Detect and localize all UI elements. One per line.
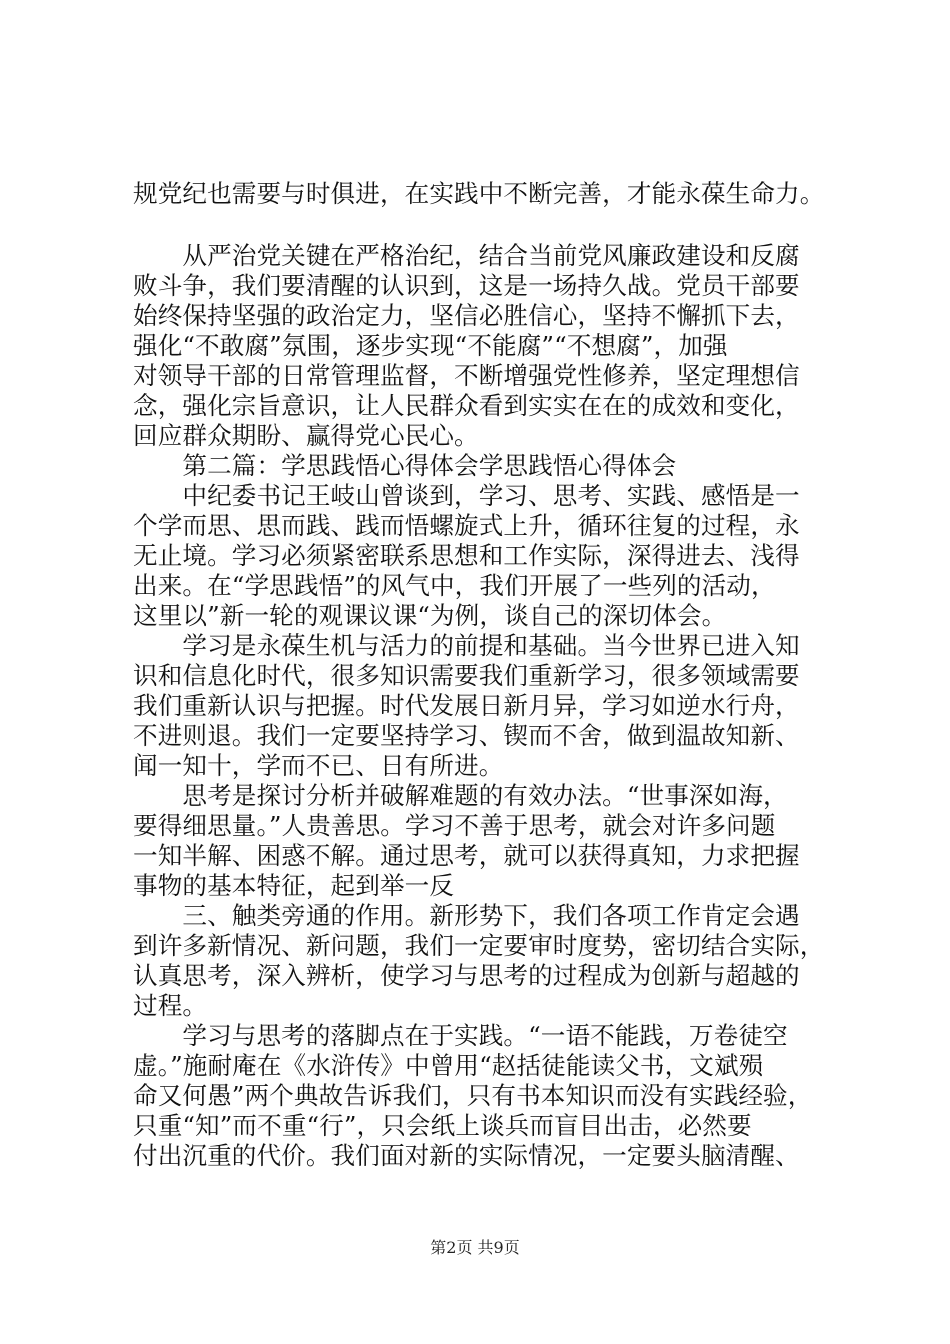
text-line: 个学而思、思而践、践而悟螺旋式上升，循环往复的过程，永 [133,511,800,540]
text-line: 不进则退。我们一定要坚持学习、锲而不舍，做到温故知新、 [133,721,800,750]
text-line: 强化“不敢腐”氛围，逐步实现“不能腐”“不想腐”，加强 [133,331,728,360]
text-line: 虚。”施耐庵在《水浒传》中曾用“赵括徒能读父书，文斌殒 [133,1051,764,1080]
section-heading: 第二篇：学思践悟心得体会学思践悟心得体会 [133,451,677,480]
text-line: 从严治党关键在严格治纪，结合当前党风廉政建设和反腐 [133,241,800,270]
text-line: 中纪委书记王岐山曾谈到，学习、思考、实践、感悟是一 [133,481,800,510]
text-line: 三、触类旁通的作用。新形势下，我们各项工作肯定会遇 [133,901,800,930]
text-line: 一知半解、困惑不解。通过思考，就可以获得真知，力求把握 [133,841,800,870]
text-line: 学习与思考的落脚点在于实践。“一语不能践，万卷徒空 [133,1021,788,1050]
text-line: 这里以”新一轮的观课议课“为例，谈自己的深切体会。 [133,601,727,630]
text-line: 出来。在“学思践悟”的风气中，我们开展了一些列的活动， [133,571,776,600]
text-line: 过程。 [133,991,208,1020]
text-line: 始终保持坚强的政治定力，坚信必胜信心，坚持不懈抓下去， [133,301,800,330]
page-number-footer: 第2页 共9页 [430,1238,520,1257]
text-line: 认真思考，深入辨析，使学习与思考的过程成为创新与超越的 [133,961,800,990]
text-line: 对领导干部的日常管理监督，不断增强党性修养，坚定理想信 [133,361,800,390]
text-line: 规党纪也需要与时俱进，在实践中不断完善，才能永葆生命力。 [133,179,825,208]
text-line: 付出沉重的代价。我们面对新的实际情况，一定要头脑清醒、 [133,1141,800,1170]
text-line: 我们重新认识与把握。时代发展日新月异，学习如逆水行舟， [133,691,800,720]
text-line: 无止境。学习必须紧密联系思想和工作实际，深得进去、浅得 [133,541,800,570]
text-line: 闻一知十，学而不已、日有所进。 [133,751,504,780]
text-line: 学习是永葆生机与活力的前提和基础。当今世界已进入知 [133,631,800,660]
text-line: 要得细思量。”人贵善思。学习不善于思考，就会对许多问题 [133,811,776,840]
text-line: 只重“知”而不重“行”，只会纸上谈兵而盲目出击，必然要 [133,1111,752,1140]
text-line: 回应群众期盼、赢得党心民心。 [133,421,479,450]
text-line: 事物的基本特征，起到举一反 [133,871,455,900]
text-line: 到许多新情况、新问题，我们一定要审时度势，密切结合实际， [133,931,825,960]
text-line: 念，强化宗旨意识，让人民群众看到实实在在的成效和变化， [133,391,800,420]
text-line: 识和信息化时代，很多知识需要我们重新学习，很多领域需要 [133,661,800,690]
text-line: 败斗争，我们要清醒的认识到，这是一场持久战。党员干部要 [133,271,800,300]
text-line: 思考是探讨分析并破解难题的有效办法。“世事深如海， [133,781,788,810]
text-line: 命又何愚”两个典故告诉我们，只有书本知识而没有实践经验， [133,1081,813,1110]
